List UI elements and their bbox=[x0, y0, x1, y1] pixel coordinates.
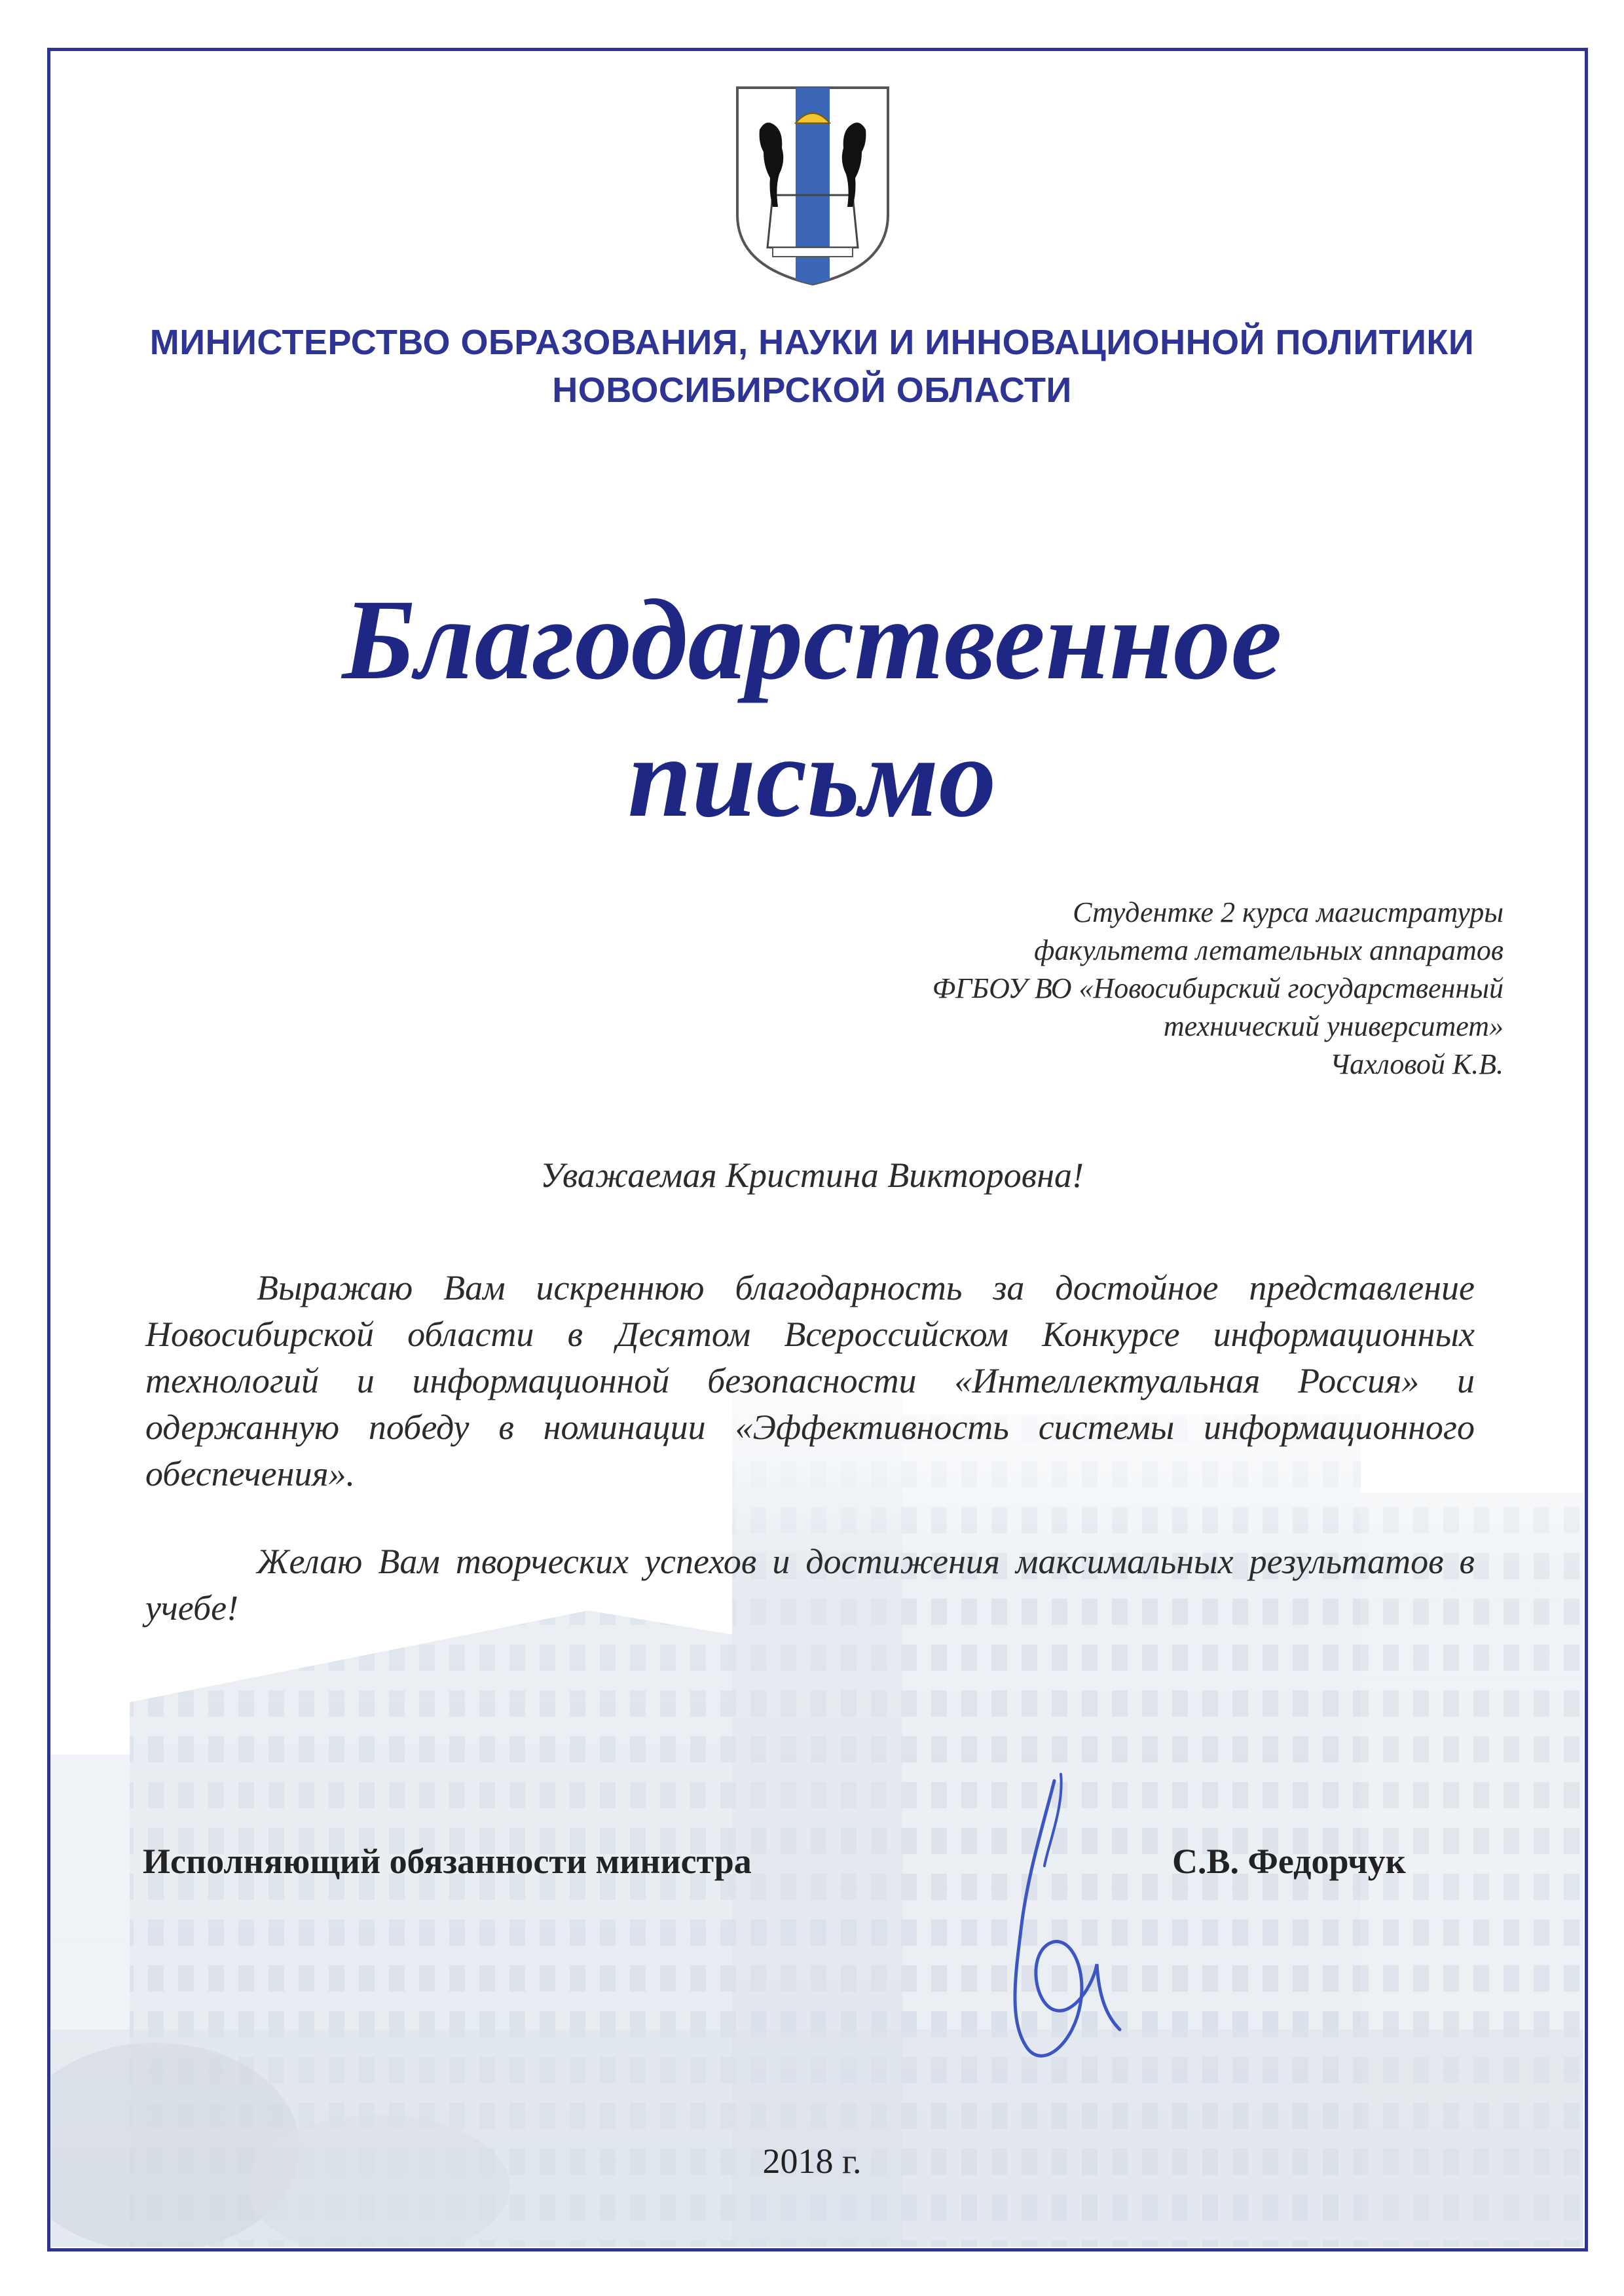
salutation: Уважаемая Кристина Викторовна! bbox=[540, 1156, 1084, 1195]
signatory-role: Исполняющий обязанности министра bbox=[143, 1842, 752, 1881]
addressee-line: Чахловой К.В. bbox=[1329, 1048, 1504, 1080]
body-paragraph-1: Выражаю Вам искреннюю благодарность за достойное представление Новосибирской области в Десятом Всероссийском Конкурсе информационных технологий и информационной безопасности «Интеллектуальная Россия» и одержанную победу в номинации «Эффективность системы информационного обеспечения». bbox=[145, 1268, 1475, 1493]
handwritten-signature bbox=[982, 1768, 1133, 2082]
addressee-block bbox=[587, 894, 1504, 1084]
body-paragraph-2: Желаю Вам творческих успехов и достижения максимальных результатов в учебе! bbox=[145, 1542, 1475, 1628]
addressee-line: Студентке 2 курса магистратуры bbox=[1073, 896, 1504, 928]
signatory-name: С.В. Федорчук bbox=[1172, 1842, 1406, 1881]
coat-of-arms-icon bbox=[733, 84, 892, 288]
addressee-line: факультета летательных аппаратов bbox=[1034, 934, 1504, 966]
addressee-line: ФГБОУ ВО «Новосибирский государственный bbox=[932, 972, 1504, 1004]
document-year: 2018 г. bbox=[762, 2141, 862, 2181]
ministry-name-line2: НОВОСИБИРСКОЙ ОБЛАСТИ bbox=[552, 371, 1072, 410]
addressee-line: технический университет» bbox=[1163, 1010, 1504, 1042]
document-title-line2: письмо bbox=[627, 714, 997, 841]
ministry-name-line1: МИНИСТЕРСТВО ОБРАЗОВАНИЯ, НАУКИ И ИННОВАЦИОННОЙ ПОЛИТИКИ bbox=[149, 323, 1475, 362]
document-title-line1: Благодарственное bbox=[342, 576, 1282, 704]
